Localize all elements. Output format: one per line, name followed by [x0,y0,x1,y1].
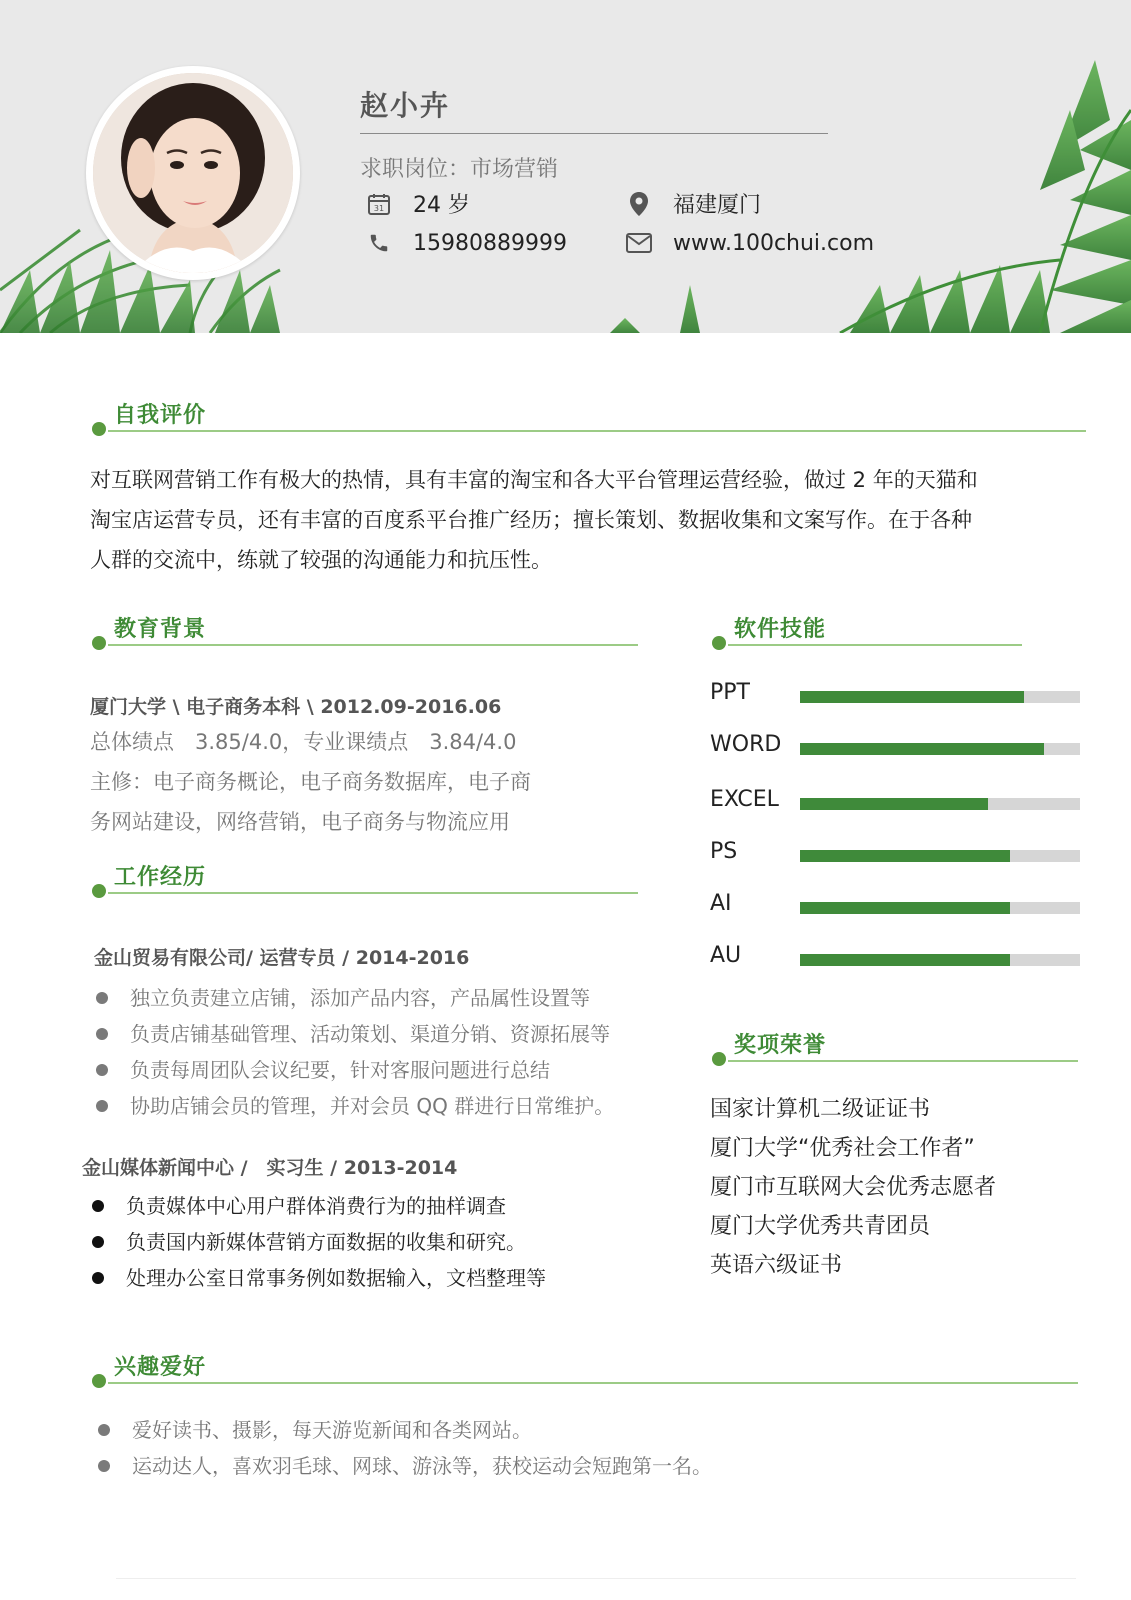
skill-bar-fill [800,798,988,810]
skill-row [710,787,1080,817]
section-hobbies [92,1350,1078,1390]
award-item: 厦门大学优秀共青团员 [710,1214,931,1239]
bullet-icon [96,1028,108,1040]
avatar [86,66,300,280]
section-rule [108,430,1086,432]
section-self-eval [92,398,1086,438]
bottom-divider [116,1578,1076,1579]
education-line: 总体绩点 3.85/4.0，专业课绩点 3.84/4.0 [90,730,517,754]
skill-bar-track [800,954,1080,966]
skill-bar-fill [800,850,1010,862]
list-item: 负责店铺基础管理、活动策划、渠道分销、资源拓展等 [90,1016,614,1052]
calendar-icon [365,191,393,217]
job-header: 金山媒体新闻中心 / 实习生 / 2013-2014 [82,1157,458,1179]
job-duties-list [90,980,614,1124]
job-header: 金山贸易有限公司/ 运营专员 / 2014-2016 [94,947,470,969]
svg-text:31: 31 [373,203,385,213]
website-value: www.100chui.com [673,230,875,256]
section-education [92,612,638,652]
award-item: 厦门大学“优秀社会工作者” [710,1136,975,1161]
age-row [365,188,470,219]
list-item: 负责每周团队会议纪要，针对客服问题进行总结 [90,1052,614,1088]
job-duties-list [86,1188,546,1296]
skill-bar-fill [800,954,1010,966]
skill-bar-track [800,743,1080,755]
skill-label: AI [710,891,732,916]
awards-list [710,1090,996,1285]
section-title: 兴趣爱好 [114,1355,207,1380]
location-row [625,188,761,219]
header-banner [0,0,1131,333]
section-rule [728,1060,1078,1062]
candidate-name: 赵小卉 [360,89,451,122]
bullet-icon [92,1272,104,1284]
phone-value: 15980889999 [413,230,567,256]
section-title: 自我评价 [114,403,207,428]
skill-bar-track [800,691,1080,703]
bullet-icon [96,1064,108,1076]
section-dot [92,1374,106,1388]
section-dot [712,636,726,650]
skill-row [710,680,1080,710]
skill-bar-track [800,902,1080,914]
section-awards [712,1028,1078,1068]
skill-bar-fill [800,691,1024,703]
list-item: 爱好读书、摄影，每天游览新闻和各类网站。 [92,1412,712,1448]
section-rule [728,644,1022,646]
phone-row [365,230,567,256]
bullet-icon [98,1460,110,1472]
section-title: 奖项荣誉 [734,1033,827,1058]
age-value: 24 岁 [413,193,470,218]
skill-bar-fill [800,743,1044,755]
award-item: 国家计算机二级证证书 [710,1097,931,1122]
bullet-icon [98,1424,110,1436]
list-item: 运动达人，喜欢羽毛球、网球、游泳等，获校运动会短跑第一名。 [92,1448,712,1484]
portrait-photo [93,73,293,273]
map-pin-icon [625,191,653,217]
skill-row [710,732,1080,762]
section-rule [108,892,638,894]
hobbies-list [92,1412,712,1484]
bullet-icon [96,1100,108,1112]
section-skills [712,612,1022,652]
education-details [90,722,531,842]
self-eval-line: 淘宝店运营专员，还有丰富的百度系平台推广经历；擅长策划、数据收集和文案写作。在于各种 [90,508,972,532]
name-divider [360,133,828,134]
section-dot [92,636,106,650]
section-title: 软件技能 [734,617,827,642]
list-item: 负责国内新媒体营销方面数据的收集和研究。 [86,1224,546,1260]
skill-bar-track [800,850,1080,862]
section-rule [108,1382,1078,1384]
phone-icon [365,230,393,256]
bullet-icon [92,1200,104,1212]
skill-label: PS [710,839,738,864]
award-item: 厦门市互联网大会优秀志愿者 [710,1175,997,1200]
self-eval-line: 对互联网营销工作有极大的热情，具有丰富的淘宝和各大平台管理运营经验，做过 2 年的天猫和 [90,468,978,492]
section-title: 工作经历 [114,865,207,890]
skill-label: WORD [710,732,782,757]
website-row [625,230,874,256]
list-item: 协助店铺会员的管理，并对会员 QQ 群进行日常维护。 [90,1088,614,1124]
section-dot [712,1052,726,1066]
location-value: 福建厦门 [673,193,762,218]
skill-label: PPT [710,680,750,705]
education-line: 务网站建设，网络营销，电子商务与物流应用 [90,810,510,834]
list-item: 独立负责建立店铺，添加产品内容，产品属性设置等 [90,980,614,1016]
section-work [92,860,638,900]
skill-row [710,839,1080,869]
skill-bar-track [800,798,1080,810]
education-line: 主修：电子商务概论，电子商务数据库，电子商 [90,770,531,794]
section-rule [108,644,638,646]
self-eval-text [90,460,1070,580]
self-eval-line: 人群的交流中，练就了较强的沟通能力和抗压性。 [90,548,552,572]
skill-bar-fill [800,902,1010,914]
bullet-icon [96,992,108,1004]
list-item: 负责媒体中心用户群体消费行为的抽样调查 [86,1188,546,1224]
section-dot [92,884,106,898]
section-dot [92,422,106,436]
skill-label: EXCEL [710,787,779,812]
skill-row [710,943,1080,973]
envelope-icon [625,230,653,256]
skill-row [710,891,1080,921]
education-header: 厦门大学 \ 电子商务本科 \ 2012.09-2016.06 [90,696,502,718]
section-title: 教育背景 [114,617,207,642]
award-item: 英语六级证书 [710,1253,843,1278]
bullet-icon [92,1236,104,1248]
job-title: 求职岗位：市场营销 [360,157,559,182]
list-item: 处理办公室日常事务例如数据输入，文档整理等 [86,1260,546,1296]
skill-label: AU [710,943,742,968]
